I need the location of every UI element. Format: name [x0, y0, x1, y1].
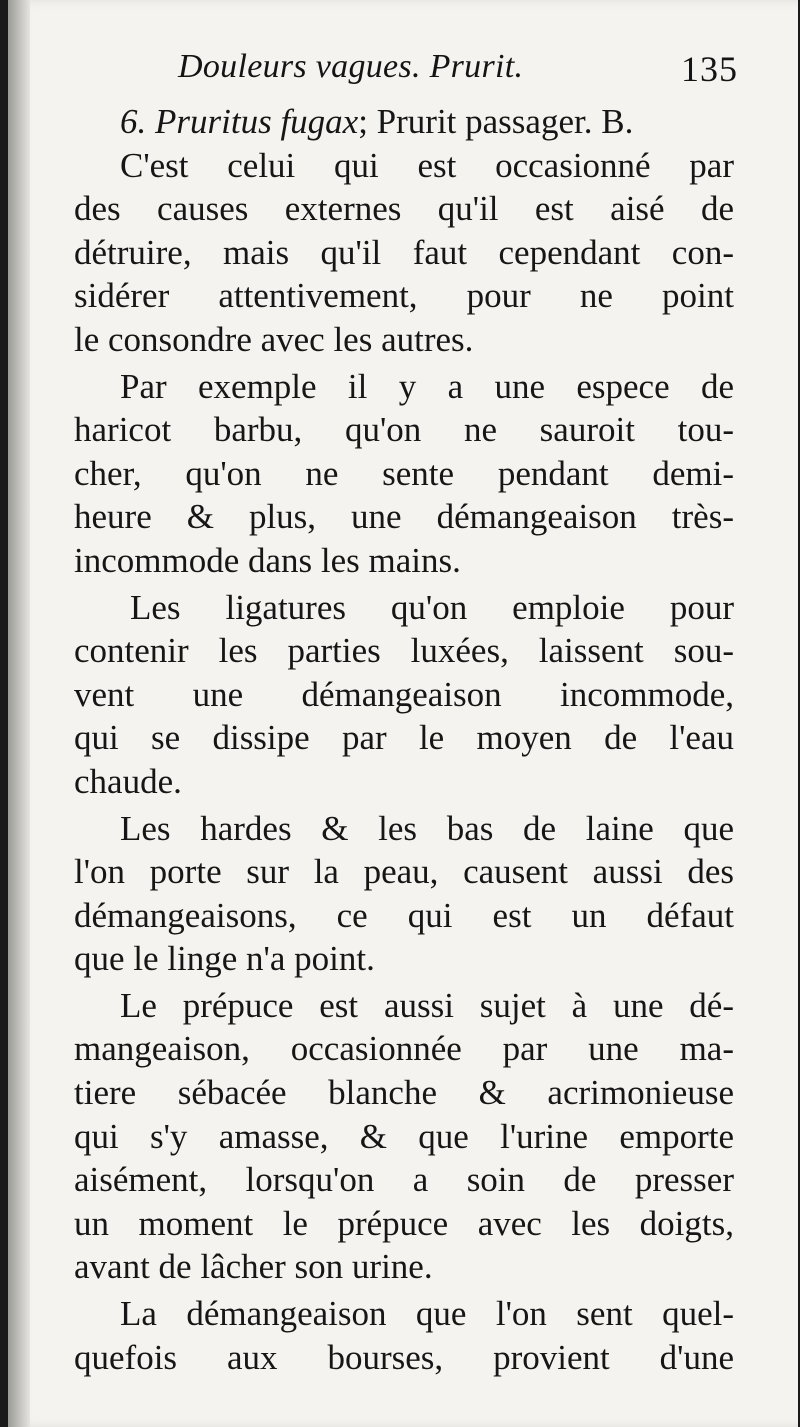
text-line: qui se dissipe par le moyen de l'eau	[74, 718, 734, 758]
text-line: mangeaison, occasionnée par une ma-	[74, 1029, 734, 1069]
page-number: 135	[681, 49, 738, 89]
text-line	[74, 100, 734, 144]
text-line: tiere sébacée blanche & acrimonieuse	[74, 1073, 734, 1113]
paragraph	[74, 365, 734, 583]
text-line: qui s'y amasse, & que l'urine emporte	[74, 1116, 734, 1156]
text-line: vent une démangeaison incommode,	[74, 674, 734, 714]
text-line: l'on porte sur la peau, causent aussi des	[74, 852, 734, 892]
text-line: sidérer attentivement, pour ne point	[74, 276, 734, 316]
text-line: haricot barbu, qu'on ne sauroit tou-	[74, 410, 734, 450]
running-title: Douleurs vagues. Prurit.	[178, 48, 524, 85]
paragraph	[74, 984, 734, 1289]
page-gutter	[8, 0, 30, 1427]
paragraph	[74, 1292, 734, 1379]
text-line: détruire, mais qu'il faut cependant con-	[74, 232, 734, 272]
text-line: Le prépuce est aussi sujet à une dé-	[120, 985, 734, 1025]
paragraph	[74, 586, 734, 804]
text-line: avant de lâcher son urine.	[74, 1247, 433, 1287]
text-line: quefois aux bourses, provient d'une	[74, 1337, 734, 1377]
text-line: incommode dans les mains.	[74, 540, 461, 580]
latin-term: 6. Pruritus fugax	[120, 102, 359, 141]
text-line: démangeaisons, ce qui est un défaut	[74, 895, 734, 935]
body-text	[74, 100, 734, 1379]
text-line: des causes externes qu'il est aisé de	[74, 189, 734, 229]
text-line: Par exemple il y a une espece de	[120, 366, 734, 406]
text-line: le consondre avec les autres.	[74, 319, 474, 359]
line-text: ; Prurit passager. B.	[358, 102, 634, 141]
text-line: que le linge n'a point.	[74, 939, 375, 979]
text-line: C'est celui qui est occasionné par	[120, 145, 734, 185]
page-header	[178, 48, 738, 98]
text-line: heure & plus, une démangeaison très-	[74, 497, 734, 537]
text-line: chaude.	[74, 761, 182, 801]
text-line: un moment le prépuce avec les doigts,	[74, 1203, 734, 1243]
text-line: aisément, lorsqu'on a soin de presser	[74, 1160, 734, 1200]
text-line: La démangeaison que l'on sent quel-	[120, 1294, 734, 1334]
text-line: Les ligatures qu'on emploie pour	[130, 587, 734, 627]
book-page	[8, 0, 798, 1427]
paragraph	[74, 807, 734, 981]
text-line: contenir les parties luxées, laissent sou-	[74, 631, 734, 671]
text-line: Les hardes & les bas de laine que	[120, 808, 734, 848]
text-line: cher, qu'on ne sente pendant demi-	[74, 453, 734, 493]
paragraph	[74, 100, 734, 362]
